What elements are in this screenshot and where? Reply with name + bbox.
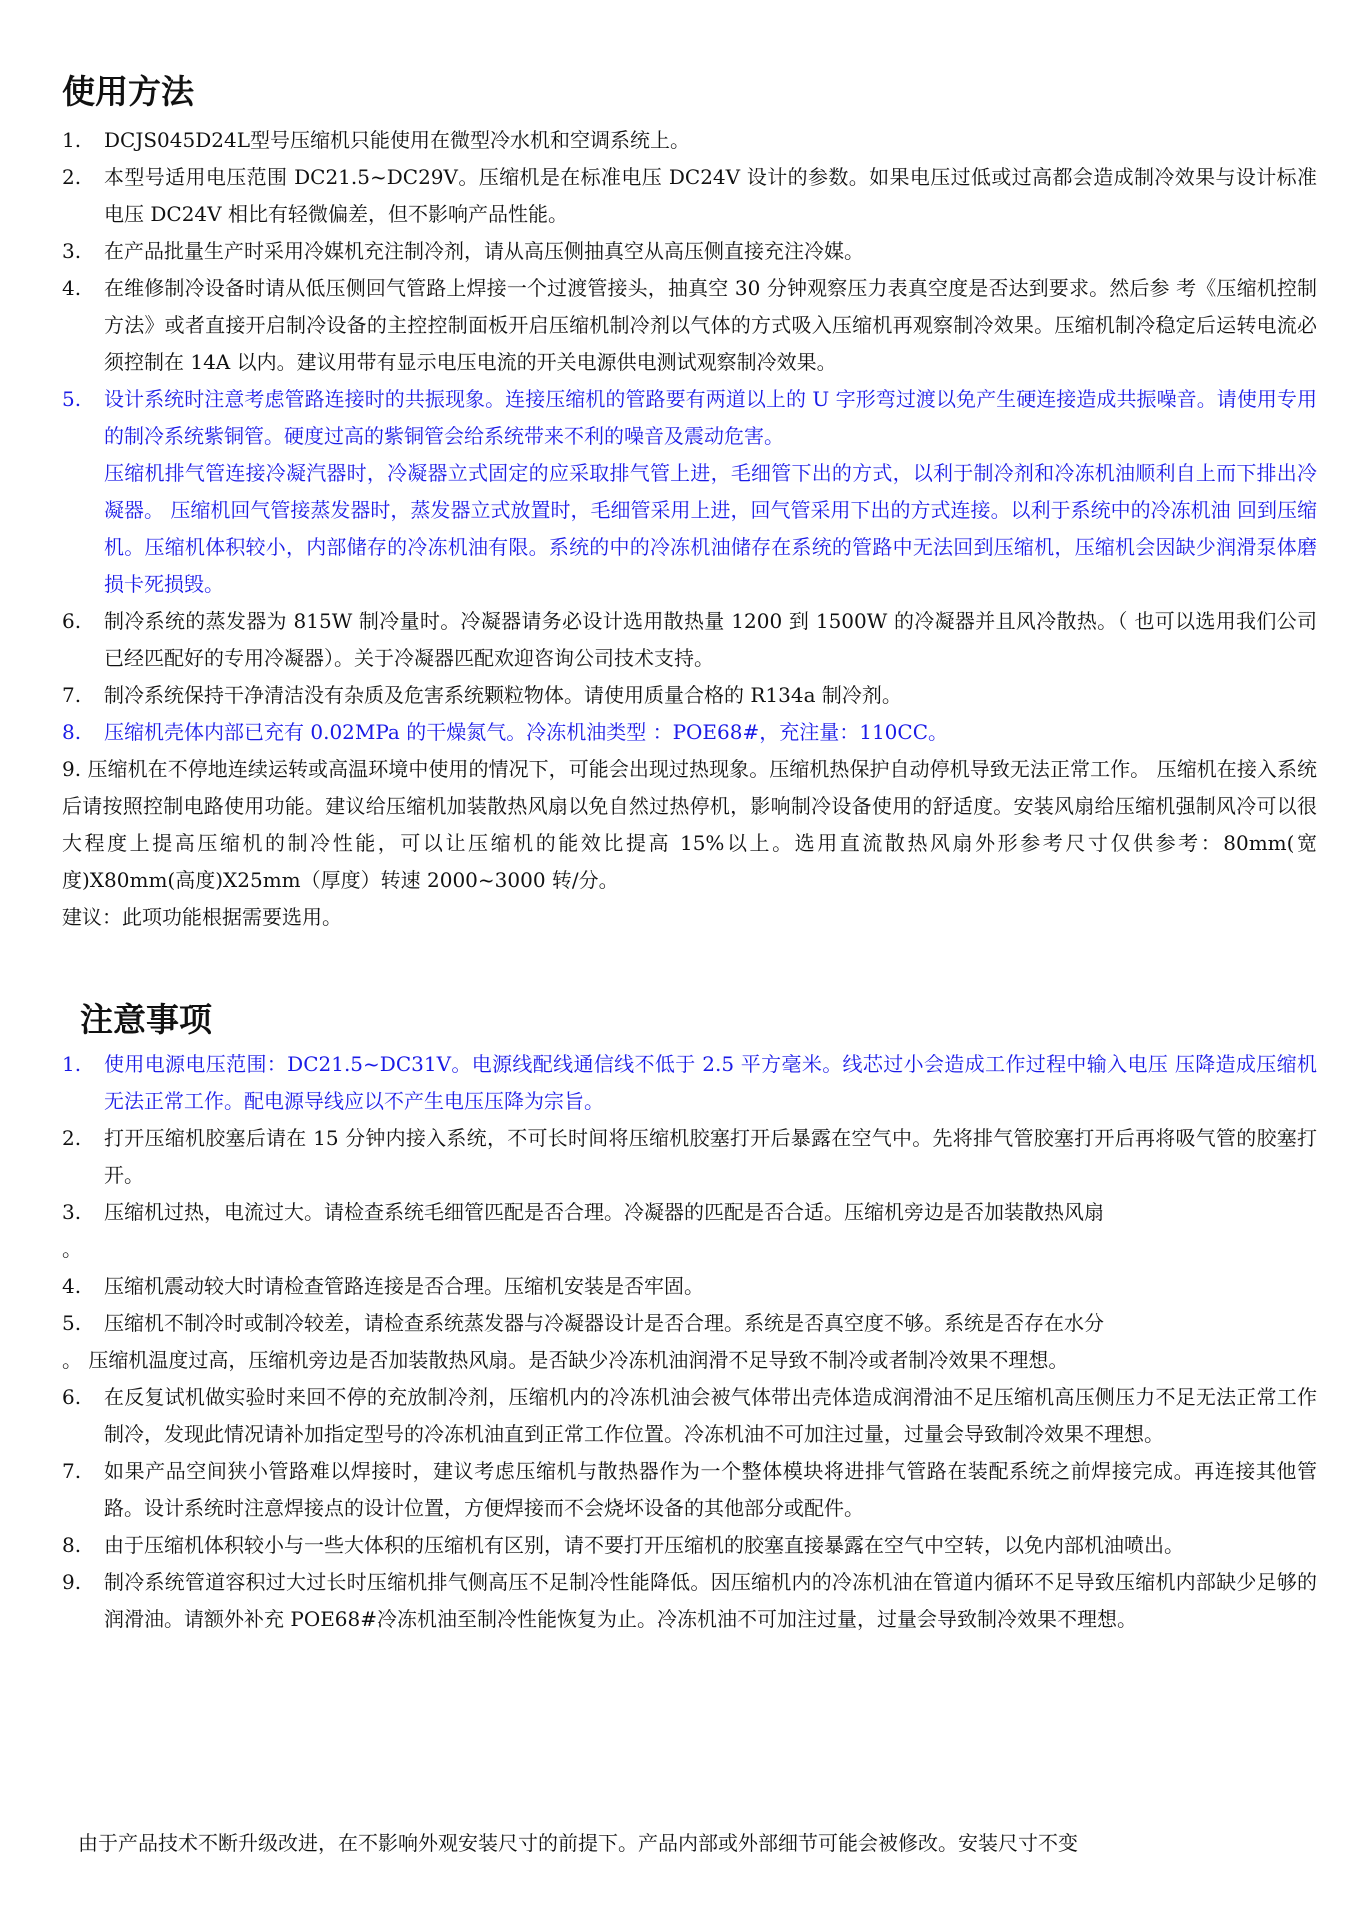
- item-text: 压缩机过热，电流过大。请检查系统毛细管匹配是否合理。冷凝器的匹配是否合适。压缩机旁边是否加装散热风扇: [104, 1200, 1104, 1224]
- item-text: 本型号适用电压范围 DC21.5~DC29V。压缩机是在标准电压 DC24V 设计的参数。如果电压过低或过高都会造成制冷效果与设计标准电压 DC24V 相比有轻微偏差，但不影响产品性能。: [104, 165, 1317, 226]
- usage-item-5: [62, 381, 1317, 603]
- notes-item-7: [62, 1453, 1317, 1527]
- usage-item-9: [62, 751, 1317, 936]
- usage-item-7: [62, 677, 1317, 714]
- suggestion-text: 建议：此项功能根据需要选用。: [62, 905, 342, 929]
- item-number: 8.: [62, 720, 82, 744]
- item-number: 5.: [62, 1311, 82, 1335]
- usage-item-1: [62, 122, 1317, 159]
- item-number: 4.: [62, 276, 82, 300]
- item-text: DCJS045D24L型号压缩机只能使用在微型冷水机和空调系统上。: [104, 128, 690, 152]
- item-number: 2.: [62, 1126, 82, 1150]
- item-text: 由于压缩机体积较小与一些大体积的压缩机有区别，请不要打开压缩机的胶塞直接暴露在空气中空转，以免内部机油喷出。: [104, 1533, 1184, 1557]
- notes-section: [62, 998, 1317, 1638]
- document-page: [62, 70, 1317, 1638]
- footer-note: 由于产品技术不断升级改进，在不影响外观安装尺寸的前提下。产品内部或外部细节可能会被修改。安装尺寸不变: [78, 1831, 1078, 1855]
- notes-item-3-tail: 。: [62, 1237, 82, 1261]
- notes-item-5: [62, 1305, 1317, 1342]
- usage-item-4: [62, 270, 1317, 381]
- item-text: 打开压缩机胶塞后请在 15 分钟内接入系统，不可长时间将压缩机胶塞打开后暴露在空气中。先将排气管胶塞打开后再将吸气管的胶塞打开。: [104, 1126, 1317, 1187]
- section-title-usage: 使用方法: [62, 72, 194, 111]
- item-text: 压缩机震动较大时请检查管路连接是否合理。压缩机安装是否牢固。: [104, 1274, 704, 1298]
- item-number: 9.: [62, 1570, 82, 1594]
- notes-item-1: [62, 1046, 1317, 1120]
- item-text: 如果产品空间狭小管路难以焊接时，建议考虑压缩机与散热器作为一个整体模块将进排气管路在装配系统之前焊接完成。再连接其他管路。设计系统时注意焊接点的设计位置，方便焊接而不会烧坏设备的其他部分或配件。: [104, 1459, 1317, 1520]
- item-number: 8.: [62, 1533, 82, 1557]
- notes-item-8: [62, 1527, 1317, 1564]
- item-number: 3.: [62, 1200, 82, 1224]
- notes-item-2: [62, 1120, 1317, 1194]
- item-number: 2.: [62, 165, 82, 189]
- notes-item-6: [62, 1379, 1317, 1453]
- item-number: 6.: [62, 609, 82, 633]
- item-text: 压缩机排气管连接冷凝汽器时，冷凝器立式固定的应采取排气管上进，毛细管下出的方式，以利于制冷剂和冷冻机油顺利自上而下排出冷凝器。 压缩机回气管接蒸发器时，蒸发器立式放置时，毛细管采用上进，回气管采用下出的方式连接。以利于系统中的冷冻机油 回到压缩机。压缩机体积较小，内部储存的冷冻机油有限。系统的中的冷冻机油储存在系统的管路中无法回到压缩机，压缩机会因缺少润滑泵体磨损卡死损毁。: [104, 461, 1317, 596]
- item-number: 7.: [62, 683, 82, 707]
- item-number: 1.: [62, 1052, 82, 1076]
- section-title-notes: 注意事项: [80, 1000, 212, 1039]
- item-text: 在维修制冷设备时请从低压侧回气管路上焊接一个过渡管接头，抽真空 30 分钟观察压力表真空度是否达到要求。然后参 考《压缩机控制方法》或者直接开启制冷设备的主控控制面板开启压缩机制冷剂以气体的方式吸入压缩机再观察制冷效果。压缩机制冷稳定后运转电流必须控制在 14A 以内。建议用带有显示电压电流的开关电源供电测试观察制冷效果。: [104, 276, 1317, 374]
- notes-item-5-tail: 。 压缩机温度过高，压缩机旁边是否加装散热风扇。是否缺少冷冻机油润滑不足导致不制冷或者制冷效果不理想。: [62, 1348, 1069, 1372]
- item-text: 制冷系统的蒸发器为 815W 制冷量时。冷凝器请务必设计选用散热量 1200 到 1500W 的冷凝器并且风冷散热。（ 也可以选用我们公司已经匹配好的专用冷凝器）。关于冷凝器匹配欢迎咨询公司技术支持。: [104, 609, 1317, 670]
- item-text: 9. 压缩机在不停地连续运转或高温环境中使用的情况下，可能会出现过热现象。压缩机热保护自动停机导致无法正常工作。 压缩机在接入系统后请按照控制电路使用功能。建议给压缩机加装散热风扇以免自然过热停机，影响制冷设备使用的舒适度。安装风扇给压缩机强制风冷可以很大程度上提高压缩机的制冷性能，可以让压缩机的能效比提高 15%以上。选用直流散热风扇外形参考尺寸仅供参考：80mm(宽度)X80mm(高度)X25mm（厚度）转速 2000~3000 转/分。: [62, 757, 1317, 892]
- item-number: 6.: [62, 1385, 82, 1409]
- item-text: 在产品批量生产时采用冷媒机充注制冷剂，请从高压侧抽真空从高压侧直接充注冷媒。: [104, 239, 864, 263]
- item-number: 1.: [62, 128, 82, 152]
- item-text: 使用电源电压范围：DC21.5~DC31V。电源线配线通信线不低于 2.5 平方毫米。线芯过小会造成工作过程中输入电压 压降造成压缩机无法正常工作。配电源导线应以不产生电压压降为宗旨。: [104, 1052, 1317, 1113]
- item-number: 3.: [62, 239, 82, 263]
- item-number: 5.: [62, 387, 82, 411]
- usage-item-2: [62, 159, 1317, 233]
- usage-list: [62, 122, 1317, 936]
- notes-item-4: [62, 1268, 1317, 1305]
- item-text: 制冷系统管道容积过大过长时压缩机排气侧高压不足制冷性能降低。因压缩机内的冷冻机油在管道内循环不足导致压缩机内部缺少足够的润滑油。请额外补充 POE68#冷冻机油至制冷性能恢复为止。冷冻机油不可加注过量，过量会导致制冷效果不理想。: [104, 1570, 1317, 1631]
- item-text: 在反复试机做实验时来回不停的充放制冷剂，压缩机内的冷冻机油会被气体带出壳体造成润滑油不足压缩机高压侧压力不足无法正常工作制冷，发现此情况请补加指定型号的冷冻机油直到正常工作位置。冷冻机油不可加注过量，过量会导致制冷效果不理想。: [104, 1385, 1317, 1446]
- item-text: 设计系统时注意考虑管路连接时的共振现象。连接压缩机的管路要有两道以上的 U 字形弯过渡以免产生硬连接造成共振噪音。请使用专用的制冷系统紫铜管。硬度过高的紫铜管会给系统带来不利的噪音及震动危害。: [104, 387, 1317, 448]
- item-number: 4.: [62, 1274, 82, 1298]
- notes-item-9: [62, 1564, 1317, 1638]
- item-number: 7.: [62, 1459, 82, 1483]
- item-text: 制冷系统保持干净清洁没有杂质及危害系统颗粒物体。请使用质量合格的 R134a 制冷剂。: [104, 683, 902, 707]
- usage-item-3: [62, 233, 1317, 270]
- item-text: 压缩机壳体内部已充有 0.02MPa 的干燥氮气。冷冻机油类型 ：POE68#，充注量：110CC。: [104, 720, 949, 744]
- notes-item-3: [62, 1194, 1317, 1231]
- usage-item-6: [62, 603, 1317, 677]
- item-text: 压缩机不制冷时或制冷较差，请检查系统蒸发器与冷凝器设计是否合理。系统是否真空度不够。系统是否存在水分: [104, 1311, 1104, 1335]
- usage-item-8: [62, 714, 1317, 751]
